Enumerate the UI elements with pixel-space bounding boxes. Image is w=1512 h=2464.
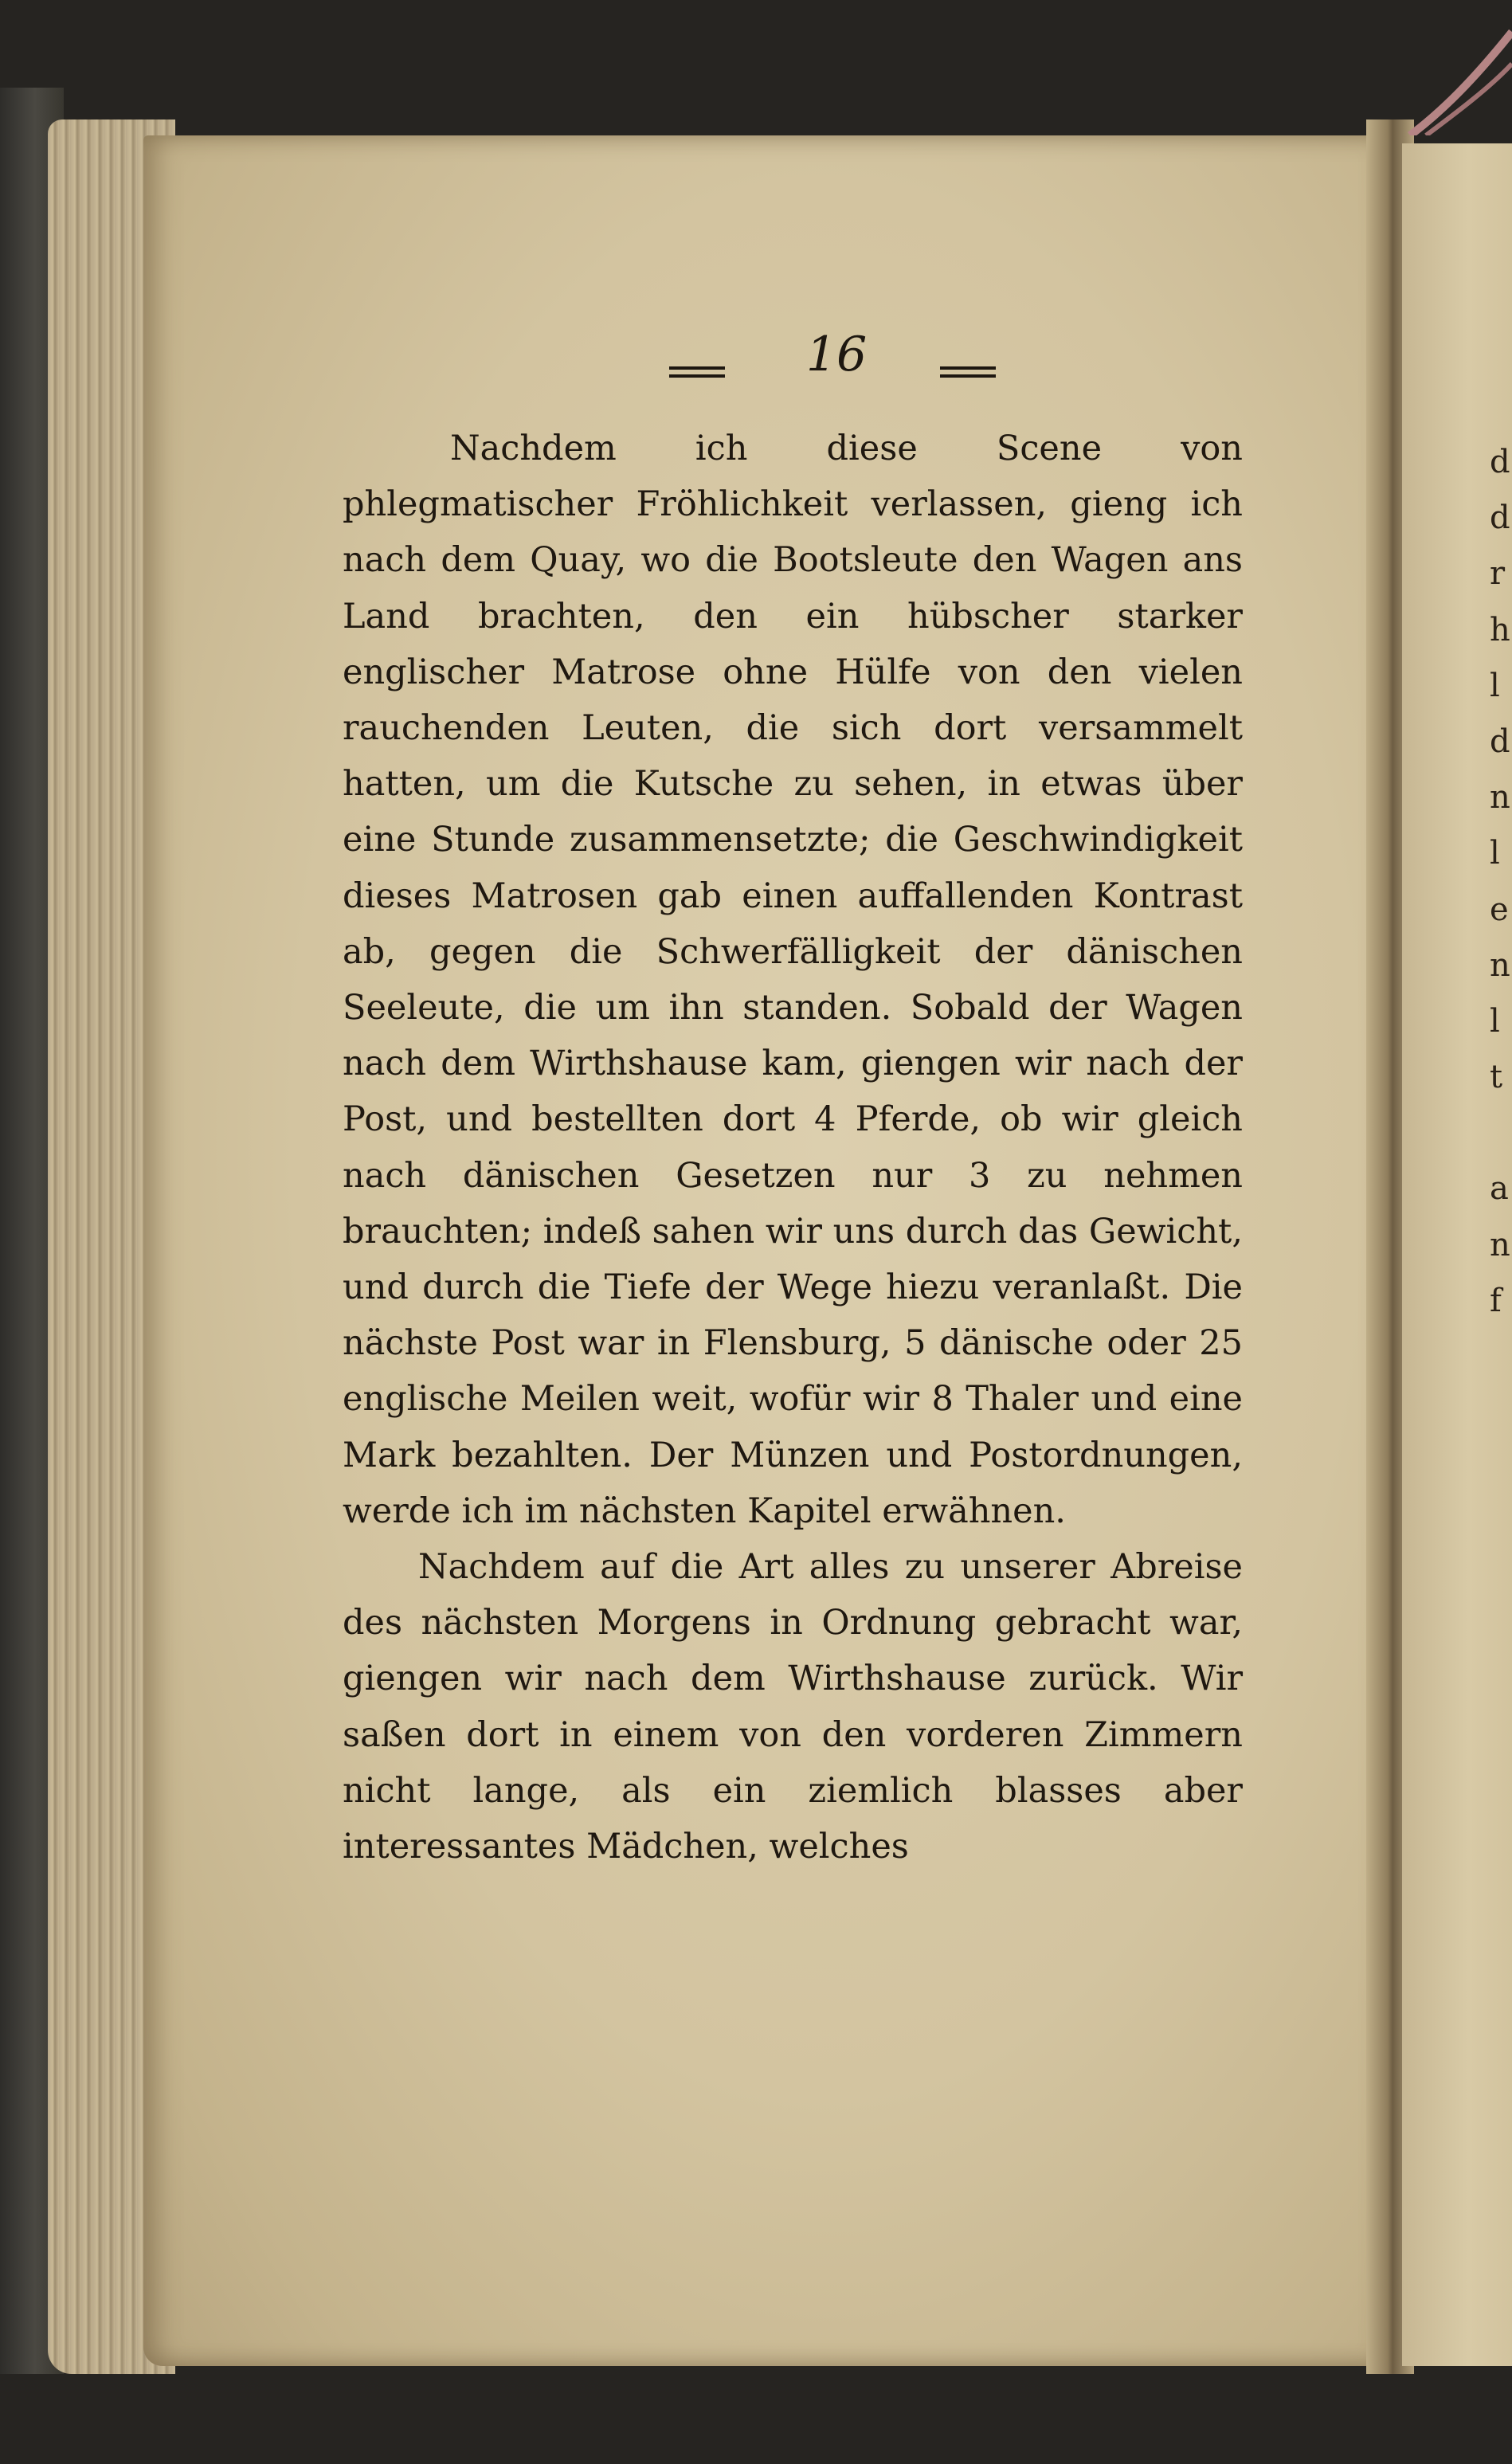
edge-letter: d [1490,444,1510,480]
edge-letter: t [1490,1059,1503,1096]
edge-letter: l [1490,835,1500,872]
header-rule-right [940,366,996,378]
edge-letter: n [1490,946,1510,984]
edge-letter: e [1490,891,1509,928]
body-text [343,421,1243,1874]
paragraph-1: Nachdem ich diese Scene von phlegmatischer Fröhlichkeit verlassen, gieng ich nach dem Quay, wo die Bootsleute den Wagen ans Land brachten, den ein hübscher starker englischer Matrose ohne Hülfe von den vielen rauchenden Leuten, die sich dort versammelt hatten, um die Kutsche zu sehen, in etwas über eine Stunde zusammensetzte; die Geschwindigkeit dieses Matrosen gab einen auffallenden Kontrast ab, gegen die Schwerfälligkeit der dänischen Seeleute, die um ihn standen. Sobald der Wagen nach dem Wirthshause kam, giengen wir nach der Post, und bestellten dort 4 Pferde, ob wir gleich nach dänischen Gesetzen nur 3 zu nehmen brauchten; indeß sahen wir uns durch das Gewicht, und durch die Tiefe der Wege hiezu veranlaßt. Die nächste Post war in Flensburg, 5 dänische oder 25 englische Meilen weit, wofür wir 8 Thaler und eine Mark bezahlten. Der Münzen und Postordnungen, werde ich im nächsten Kapitel erwähnen. [343,429,1243,1531]
edge-letter: l [1490,667,1500,704]
edge-letter: h [1490,611,1510,648]
page-number: 16 [805,327,868,382]
edge-letter [1490,1105,1512,1161]
edge-letter: n [1490,779,1510,817]
paragraph-2: Nachdem auf die Art alles zu unserer Abreise des nächsten Morgens in Ordnung gebracht war, giengen wir nach dem Wirthshause zurück. Wir saßen dort in einem von den vorderen Zimmern nicht lange, als ein ziemlich blasses aber interessantes Mädchen, welches [343,1547,1243,1867]
edge-letter: a [1490,1170,1509,1208]
edge-letter: d [1490,723,1510,760]
edge-letter: l [1490,1002,1500,1040]
edge-letter: d [1490,499,1510,537]
ribbon-bookmark-icon [1394,0,1512,135]
facing-page-edge-text [1490,434,1512,1329]
edge-letter: r [1490,555,1506,593]
edge-letter: f [1490,1282,1502,1319]
edge-letter: n [1490,1226,1510,1263]
header-rule-left [669,366,725,378]
page-header [653,327,1020,414]
